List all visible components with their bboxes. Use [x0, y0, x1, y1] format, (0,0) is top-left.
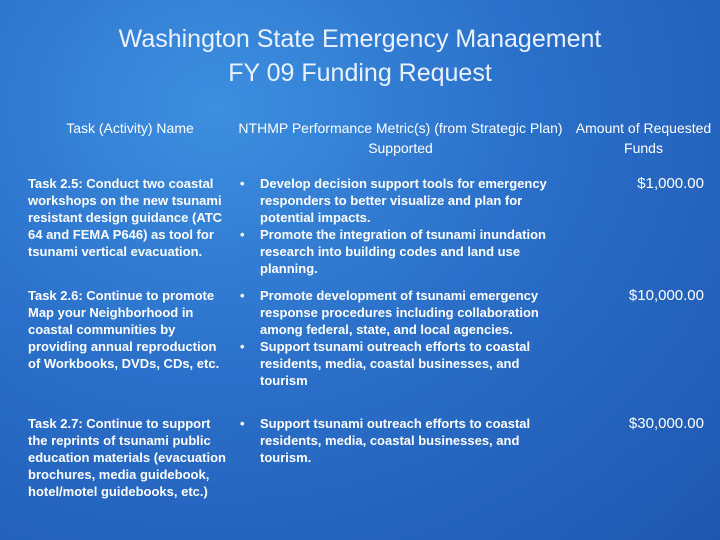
- metric-text: Promote the integration of tsunami inundation research into building codes and land use planning.: [260, 227, 546, 276]
- title-line-2: FY 09 Funding Request: [228, 59, 492, 87]
- metric-cell: [232, 287, 569, 415]
- metric-item: [234, 338, 567, 389]
- metric-list: [234, 415, 567, 466]
- metric-text: Promote development of tsunami emergency response procedures including collaboration among federal, state, and local agencies.: [260, 288, 539, 337]
- table-row: [28, 415, 718, 500]
- metric-text: Develop decision support tools for emergency responders to better visualize and plan for potential impacts.: [260, 176, 547, 225]
- title-line-1: Washington State Emergency Management: [118, 25, 602, 53]
- header-row: [28, 115, 718, 175]
- bullet-icon: •: [240, 176, 245, 191]
- task-cell: Task 2.6: Continue to promote Map your Neighborhood in coastal communities by providing annual reproduction of Workbooks, DVDs, CDs, etc.: [28, 288, 220, 371]
- metric-text: Support tsunami outreach efforts to coastal residents, media, coastal businesses, and tourism.: [260, 416, 531, 465]
- metric-list: [234, 175, 567, 277]
- table-row: [28, 175, 718, 287]
- task-cell: Task 2.5: Conduct two coastal workshops on the new tsunami resistant design guidance (ATC 64 and FEMA P646) as tool for tsunami vertical evacuation.: [28, 176, 223, 259]
- amount-cell: $1,000.00: [637, 175, 704, 192]
- metric-item: [234, 226, 567, 277]
- metric-text: Support tsunami outreach efforts to coastal residents, media, coastal businesses, and tourism: [260, 339, 531, 388]
- task-cell: Task 2.7: Continue to support the reprints of tsunami public education materials (evacuation brochures, media guidebook, hotel/motel guidebooks, etc.): [28, 416, 226, 499]
- header-metric: NTHMP Performance Metric(s) (from Strategic Plan) Supported: [238, 120, 563, 156]
- amount-cell: $10,000.00: [628, 287, 704, 304]
- bullet-icon: •: [240, 288, 245, 303]
- metric-cell: [232, 175, 569, 287]
- bullet-icon: •: [240, 416, 245, 431]
- header-amount: Amount of Requested Funds: [575, 120, 712, 156]
- funding-table: [28, 115, 718, 500]
- table-row: [28, 287, 718, 415]
- slide-title: [0, 22, 720, 90]
- metric-item: [234, 175, 567, 226]
- bullet-icon: •: [240, 227, 245, 242]
- metric-item: [234, 287, 567, 338]
- metric-item: [234, 415, 567, 466]
- metric-list: [234, 287, 567, 389]
- amount-cell: $30,000.00: [628, 415, 704, 432]
- bullet-icon: •: [240, 339, 245, 354]
- header-task: Task (Activity) Name: [66, 120, 194, 136]
- metric-cell: [232, 415, 569, 500]
